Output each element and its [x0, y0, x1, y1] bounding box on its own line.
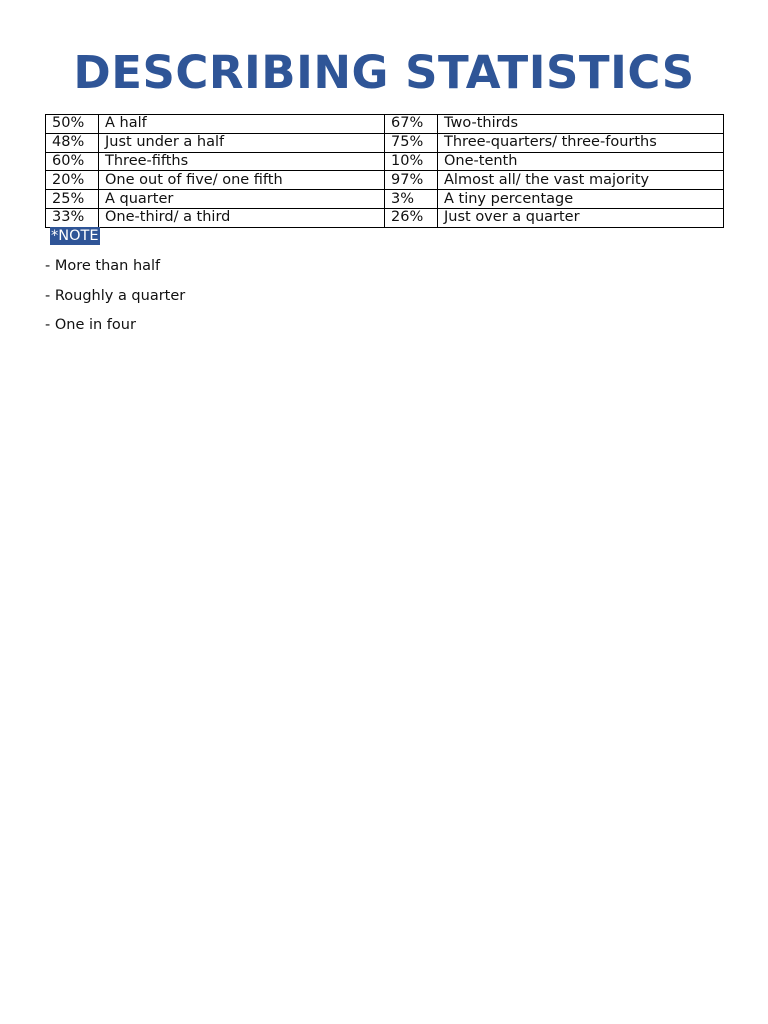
percentage-cell: 75%	[385, 133, 438, 152]
description-cell: One-tenth	[438, 152, 724, 171]
description-cell: Three-fifths	[99, 152, 385, 171]
description-cell: One-third/ a third	[99, 208, 385, 227]
table-row	[46, 190, 724, 209]
percentage-cell: 97%	[385, 171, 438, 190]
note-list	[45, 256, 185, 345]
description-cell: A half	[99, 115, 385, 134]
percentage-cell: 25%	[46, 190, 99, 209]
list-item: - Roughly a quarter	[45, 287, 186, 304]
percentage-cell: 3%	[385, 190, 438, 209]
list-item: - More than half	[45, 258, 161, 274]
description-cell: Just over a quarter	[438, 208, 724, 227]
description-cell: A tiny percentage	[438, 190, 724, 209]
description-cell: Just under a half	[99, 133, 385, 152]
percentage-cell: 10%	[385, 152, 438, 171]
percentage-cell: 50%	[46, 115, 99, 134]
percentage-cell: 20%	[46, 171, 99, 190]
description-cell: Almost all/ the vast majority	[438, 171, 724, 190]
table-row	[46, 152, 724, 171]
percentage-cell: 60%	[46, 152, 99, 171]
list-item: - One in four	[45, 317, 136, 333]
percentage-cell: 33%	[46, 208, 99, 227]
statistics-table	[45, 114, 724, 228]
table-row	[46, 171, 724, 190]
description-cell: Two-thirds	[438, 115, 724, 134]
page-title: DESCRIBING STATISTICS	[73, 46, 695, 99]
description-cell: One out of five/ one fifth	[99, 171, 385, 190]
table-row	[46, 133, 724, 152]
table-row	[46, 115, 724, 134]
description-cell: A quarter	[99, 190, 385, 209]
table-row	[46, 208, 724, 227]
percentage-cell: 67%	[385, 115, 438, 134]
percentage-cell: 48%	[46, 133, 99, 152]
note-label: *NOTE	[51, 228, 99, 244]
percentage-cell: 26%	[385, 208, 438, 227]
description-cell: Three-quarters/ three-fourths	[438, 133, 724, 152]
